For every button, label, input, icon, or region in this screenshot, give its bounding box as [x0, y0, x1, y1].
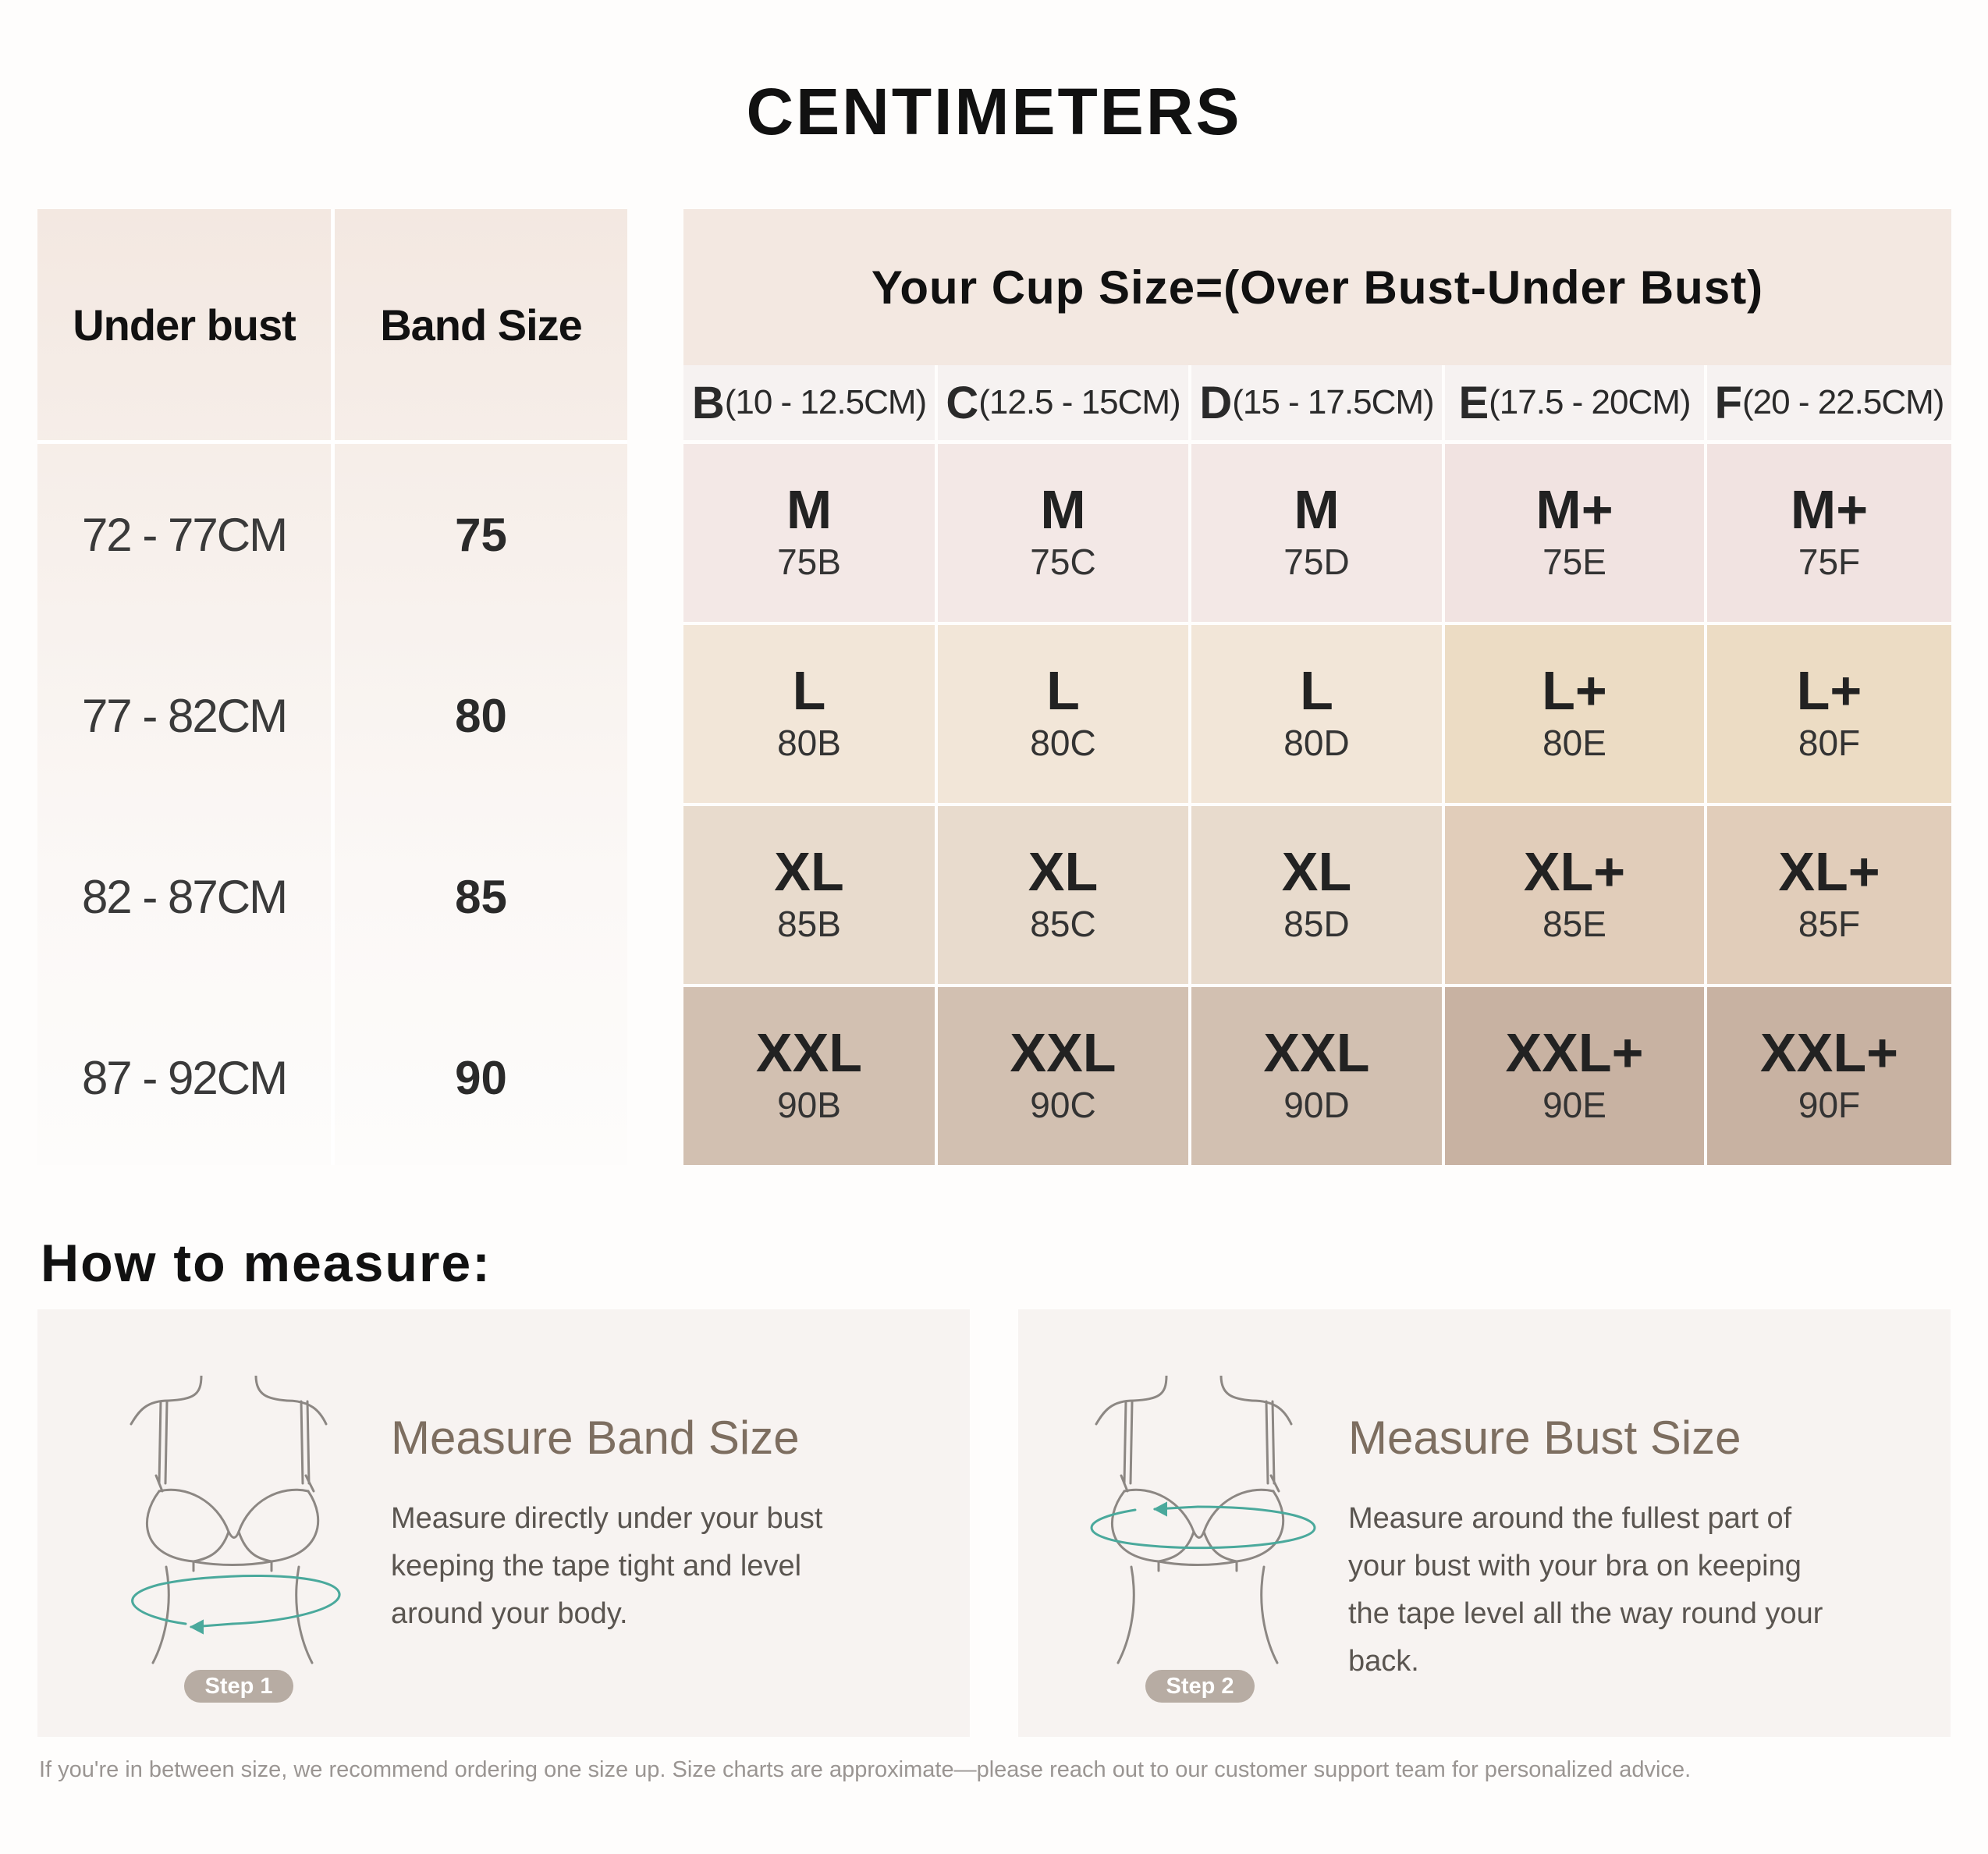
cup-size-label: L: [792, 660, 826, 721]
bra-band-measure-icon: [115, 1376, 396, 1688]
band-size-value: 80: [455, 689, 507, 742]
cup-size-code: 90D: [1283, 1085, 1350, 1125]
cup-size-label: XXL: [755, 1022, 863, 1083]
cup-size-label: XL+: [1778, 841, 1880, 902]
cup-size-label: XXL+: [1759, 1022, 1899, 1083]
cup-size-cell: [1445, 987, 1704, 1165]
measure-bust-card: [1018, 1309, 1951, 1737]
cup-size-code: 75B: [777, 542, 841, 582]
measure-band-card: [37, 1309, 970, 1737]
cup-size-cell: [1445, 444, 1704, 622]
cup-column-header: [1707, 365, 1951, 440]
cup-size-label: L: [1046, 660, 1080, 721]
cup-size-cell: [938, 806, 1188, 984]
cup-range: (10 - 12.5CM): [724, 383, 927, 421]
cup-range: (15 - 17.5CM): [1232, 383, 1434, 421]
cup-size-code: 80E: [1542, 723, 1606, 763]
footnote: If you're in between size, we recommend ordering one size up. Size charts are approximate—please reach out to our customer support team for personalized advice.: [39, 1757, 1692, 1782]
cup-size-cell: [683, 444, 935, 622]
band-size-header: Band Size: [380, 300, 582, 350]
description-line: Measure directly under your bust: [391, 1502, 823, 1535]
cup-range: (17.5 - 20CM): [1489, 383, 1691, 421]
under-bust-header: Under bust: [73, 300, 296, 350]
cup-size-code: 90C: [1030, 1085, 1096, 1125]
cup-size-cell: [938, 987, 1188, 1165]
cup-size-label: M+: [1535, 479, 1613, 540]
cup-size-cell: [1707, 444, 1951, 622]
cup-size-cell: [1191, 444, 1442, 622]
cup-size-label: XL: [1028, 841, 1099, 902]
description-line: the tape level all the way round your: [1348, 1597, 1823, 1630]
cup-size-label: L: [1300, 660, 1333, 721]
cup-column-header: [1191, 365, 1442, 440]
cup-size-label: XL: [1281, 841, 1352, 902]
cup-column-header: [1445, 365, 1704, 440]
cup-size-cell: [683, 987, 935, 1165]
cup-size-formula-header: Your Cup Size=(Over Bust-Under Bust): [683, 209, 1951, 365]
cup-size-label: XXL: [1263, 1022, 1370, 1083]
cup-size-label: M: [786, 479, 832, 540]
cup-size-code: 75D: [1283, 542, 1350, 582]
cup-range: (12.5 - 15CM): [978, 383, 1180, 421]
cup-column-header: [683, 365, 935, 440]
description-line: keeping the tape tight and level: [391, 1550, 802, 1582]
bra-bust-measure-icon: [1081, 1376, 1361, 1688]
cup-size-code: 80C: [1030, 723, 1096, 763]
cup-size-label: L+: [1542, 660, 1607, 721]
how-to-measure-heading: How to measure:: [41, 1234, 492, 1293]
cup-size-label: XL+: [1523, 841, 1626, 902]
cup-size-code: 90B: [777, 1085, 841, 1125]
cup-size-label: M: [1040, 479, 1086, 540]
description-line: around your body.: [391, 1597, 628, 1630]
cup-letter: F: [1714, 377, 1742, 428]
cup-size-cell: [1191, 806, 1442, 984]
cup-size-label: M: [1294, 479, 1340, 540]
under-bust-value: 82 - 87CM: [81, 870, 287, 923]
cup-size-code: 85D: [1283, 904, 1350, 944]
cup-size-cell: [1191, 987, 1442, 1165]
cup-letter: D: [1199, 377, 1233, 428]
cup-size-code: 75F: [1798, 542, 1861, 582]
under-bust-value: 72 - 77CM: [81, 508, 287, 561]
card-title: Measure Bust Size: [1348, 1412, 1741, 1464]
cup-size-cell: [683, 625, 935, 803]
cup-size-code: 85F: [1798, 904, 1861, 944]
cup-size-label: XXL+: [1505, 1022, 1644, 1083]
cup-size-code: 90F: [1798, 1085, 1861, 1125]
cup-size-label: XXL: [1010, 1022, 1116, 1083]
cup-letter: C: [946, 377, 979, 428]
card-description: [391, 1495, 822, 1638]
step-badge: Step 1: [184, 1670, 293, 1703]
band-size-table: [37, 209, 627, 1165]
step-badge: Step 2: [1145, 1670, 1255, 1703]
cup-letter: B: [691, 377, 725, 428]
cup-size-cell: [683, 806, 935, 984]
under-bust-value: 77 - 82CM: [81, 689, 287, 742]
cup-size-cell: [938, 625, 1188, 803]
cup-size-table: [683, 209, 1951, 1165]
band-size-value: 75: [455, 508, 507, 561]
card-title: Measure Band Size: [391, 1412, 800, 1464]
cup-size-code: 85E: [1542, 904, 1606, 944]
cup-size-cell: [1707, 987, 1951, 1165]
card-description: [1348, 1495, 1823, 1685]
band-size-value: 90: [455, 1051, 507, 1104]
cup-size-code: 80F: [1798, 723, 1861, 763]
cup-size-label: M+: [1790, 479, 1869, 540]
page-title: CENTIMETERS: [746, 75, 1242, 148]
cup-size-cell: [1445, 806, 1704, 984]
cup-size-cell: [1445, 625, 1704, 803]
under-bust-value: 87 - 92CM: [81, 1051, 287, 1104]
cup-letter: E: [1458, 377, 1489, 428]
cup-size-code: 80B: [777, 723, 841, 763]
cup-column-header: [938, 365, 1188, 440]
cup-size-code: 85C: [1030, 904, 1096, 944]
cup-size-code: 75E: [1542, 542, 1606, 582]
cup-range: (20 - 22.5CM): [1742, 383, 1944, 421]
cup-size-code: 90E: [1542, 1085, 1606, 1125]
cup-size-label: XL: [774, 841, 844, 902]
description-line: Measure around the fullest part of: [1348, 1502, 1792, 1535]
cup-size-cell: [1191, 625, 1442, 803]
cup-size-code: 80D: [1283, 723, 1350, 763]
band-size-value: 85: [455, 870, 507, 923]
description-line: back.: [1348, 1645, 1419, 1678]
cup-size-cell: [1707, 806, 1951, 984]
cup-size-code: 85B: [777, 904, 841, 944]
cup-size-code: 75C: [1030, 542, 1096, 582]
description-line: your bust with your bra on keeping: [1348, 1550, 1802, 1582]
cup-size-label: L+: [1796, 660, 1862, 721]
cup-size-cell: [938, 444, 1188, 622]
cup-size-cell: [1707, 625, 1951, 803]
